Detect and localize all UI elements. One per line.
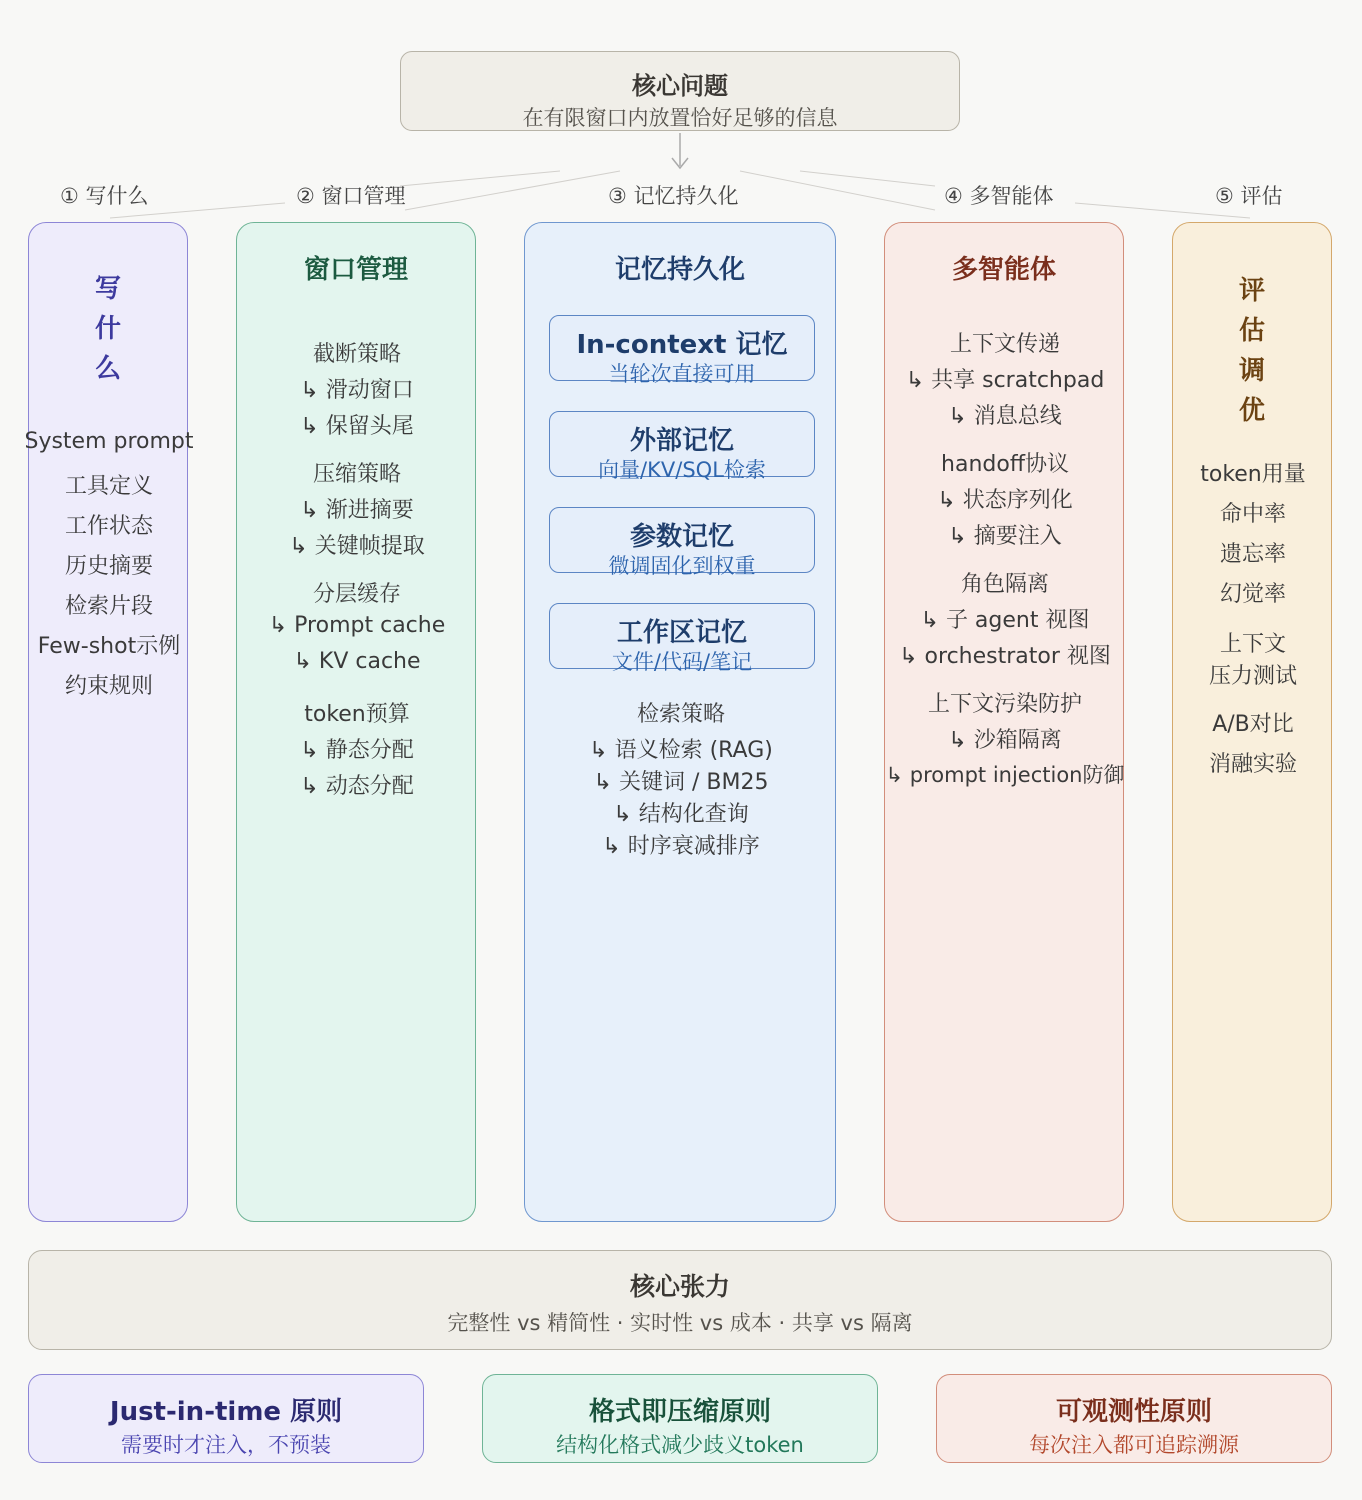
connector-line-4 [740,171,935,210]
list-item: 消融实验 [1208,752,1298,777]
memory-box-external [549,411,815,482]
list-item: 上下文污染防护 [927,692,1083,717]
memory-name: 工作区记忆 [616,618,747,648]
principle-just-in-time [28,1374,424,1463]
memory-name: In-context 记忆 [576,330,788,360]
column-evaluation [1172,222,1332,1222]
memory-name: 外部记忆 [629,426,734,456]
column-evaluation-title [1173,271,1331,431]
list-item: ↳ 关键帧提取 [289,534,425,559]
connector-line-2 [400,171,560,186]
list-item: ↳ 滑动窗口 [300,378,414,403]
title-char: 优 [1238,396,1265,426]
principle-format-compression [482,1374,878,1463]
core-tension-title: 核心张力 [629,1272,730,1301]
list-item: ↳ KV cache [293,649,421,674]
list-item: ↳ 渐进摘要 [300,498,414,523]
list-item: ↳ 关键词 / BM25 [593,770,769,795]
column-write [24,222,194,1222]
list-item: ↳ Prompt cache [268,613,446,638]
memory-desc: 文件/代码/笔记 [611,650,753,674]
list-item: ↳ 子 agent 视图 [920,608,1090,633]
list-item: 检索片段 [64,594,154,619]
column-write-title [29,269,187,389]
title-char: 什 [94,314,121,344]
list-item: 命中率 [1219,502,1287,527]
column-window [236,222,476,1222]
connector-line-5 [800,171,935,186]
list-item: ↳ 共享 scratchpad [905,368,1105,393]
title-char: 估 [1238,316,1265,346]
column-label-window: ② 窗口管理 [296,184,406,208]
principle-title: 可观测性原则 [1055,1397,1212,1427]
list-item: token预算 [304,702,410,727]
memory-desc: 微调固化到权重 [608,554,756,578]
list-item: token用量 [1200,462,1306,487]
list-item: ↳ 时序衰减排序 [602,834,760,859]
memory-box-in-context [549,315,815,386]
list-item: ↳ 动态分配 [300,774,414,799]
list-item: 工具定义 [64,474,154,499]
list-item: A/B对比 [1212,712,1294,737]
principle-observability [936,1374,1332,1463]
list-item: 工作状态 [64,514,154,539]
column-multi-agent-title: 多智能体 [951,255,1056,285]
list-item: 约束规则 [64,674,154,699]
list-item: System prompt [24,429,194,454]
list-item: ↳ prompt injection防御 [885,763,1125,787]
list-item: 上下文传递 [949,332,1061,357]
principle-title: Just-in-time 原则 [109,1397,343,1427]
core-tension-box [28,1250,1332,1350]
list-item: 检索策略 [636,702,726,727]
list-item: ↳ 保留头尾 [300,414,414,439]
column-multi-agent [884,222,1124,1222]
connector-line-3 [405,171,620,210]
list-item: 截断策略 [312,342,402,367]
list-item: 幻觉率 [1219,582,1287,607]
list-item: ↳ 静态分配 [300,738,414,763]
list-item: ↳ 沙箱隔离 [948,728,1062,753]
list-item: ↳ 语义检索 (RAG) [589,738,773,763]
title-char: 么 [94,354,121,384]
core-problem-box [400,51,960,131]
memory-box-workspace [549,603,815,674]
list-item: 上下文 [1219,632,1287,657]
column-window-title: 窗口管理 [303,255,408,285]
column-memory [524,222,836,1222]
list-item: ↳ 摘要注入 [948,524,1062,549]
list-item: 分层缓存 [312,582,402,607]
list-item: ↳ 状态序列化 [937,488,1073,513]
list-item: ↳ orchestrator 视图 [899,644,1111,669]
memory-box-parametric [549,507,815,578]
list-item: 角色隔离 [960,572,1050,597]
list-item: ↳ 结构化查询 [613,802,749,827]
principle-desc: 结构化格式减少歧义token [556,1433,804,1457]
memory-name: 参数记忆 [629,522,734,552]
list-item: handoff协议 [941,452,1069,477]
list-item: Few-shot示例 [37,634,181,659]
principle-desc: 需要时才注入，不预装 [121,1433,331,1457]
list-item: 压力测试 [1208,664,1298,689]
list-item: 遗忘率 [1219,542,1287,567]
column-label-multi-agent: ④ 多智能体 [944,184,1054,208]
list-item: 压缩策略 [312,462,402,487]
title-char: 写 [94,274,121,304]
list-item: ↳ 消息总线 [948,404,1062,429]
principle-desc: 每次注入都可追踪溯源 [1029,1433,1239,1457]
column-memory-title: 记忆持久化 [614,255,745,285]
principle-title: 格式即压缩原则 [588,1397,771,1427]
memory-desc: 向量/KV/SQL检索 [598,458,766,482]
list-item: 历史摘要 [64,554,154,579]
core-problem-subtitle: 在有限窗口内放置恰好足够的信息 [522,106,838,130]
title-char: 评 [1238,276,1265,306]
column-label-write: ① 写什么 [60,184,149,208]
core-problem-title: 核心问题 [632,72,728,100]
column-label-evaluation: ⑤ 评估 [1215,184,1283,208]
memory-desc: 当轮次直接可用 [608,362,756,386]
core-tension-subtitle: 完整性 vs 精简性 · 实时性 vs 成本 · 共享 vs 隔离 [447,1311,913,1335]
column-label-memory: ③ 记忆持久化 [608,184,739,208]
title-char: 调 [1238,356,1265,386]
